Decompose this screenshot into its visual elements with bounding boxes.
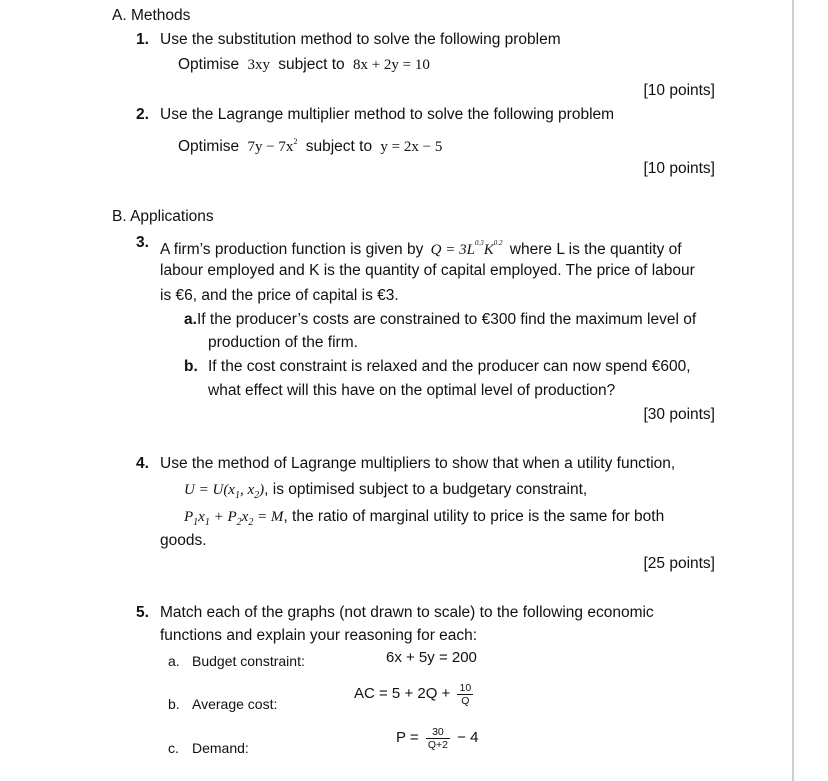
- q4-line1: Use the method of Lagrange multipliers to show that when a utility function,: [160, 455, 676, 472]
- q5c-fraction: $\frac{30}{Q+2}$: [427, 725, 448, 751]
- q2-objective: $7y - 7x^2$: [247, 137, 298, 155]
- q3-line1: A firm’s production function is given by $Q = 3L^{0.3}K^{0.2}$ where L is the quantity of: [160, 239, 682, 258]
- q3-number: 3.: [136, 234, 149, 251]
- q4-line4: goods.: [160, 532, 207, 549]
- q1-points: [10 points]: [643, 82, 715, 99]
- q4-budget-constraint: $P_1x_1 + P_2x_2 = M$: [184, 509, 284, 528]
- q1-optimise-label: Optimise: [178, 56, 240, 73]
- q3b-line2: what effect will this have on the optimal level of production?: [208, 382, 616, 399]
- section-a-heading: A. Methods: [112, 7, 191, 24]
- q1-constraint: 8x + 2y = 10: [352, 57, 430, 73]
- q2-subject-label: subject to: [305, 138, 373, 155]
- q4-line2: $U = U(x_1$, $x_2$), is optimised subject to a budgetary constraint,: [184, 481, 588, 501]
- q2-text: Use the Lagrange multiplier method to solve the following problem: [160, 106, 615, 123]
- q3b-line1: If the cost constraint is relaxed and the producer can now spend €600,: [208, 358, 691, 375]
- q3a-label: a.: [184, 311, 197, 328]
- q3-line3: is €6, and the price of capital is €3.: [160, 287, 399, 304]
- q4-number: 4.: [136, 455, 149, 472]
- q5a-text: Budget constraint:: [192, 653, 305, 669]
- q5-number: 5.: [136, 604, 149, 621]
- q5-line1: Match each of the graphs (not drawn to scale) to the following economic: [160, 604, 654, 621]
- q3b-label: b.: [184, 358, 198, 375]
- q2-optimise-label: Optimise: [178, 138, 240, 155]
- q5c-formula: P = $\frac{30}{Q+2}$ − 4: [396, 725, 479, 751]
- q5c-label: c.: [168, 740, 179, 756]
- page-edge: [792, 0, 794, 781]
- q3-line2: labour employed and K is the quantity of capital employed. The price of labour: [160, 262, 695, 279]
- q1-subject-label: subject to: [278, 56, 345, 73]
- q4-line3: $P_1x_1 + P_2x_2 = M$, the ratio of marginal utility to price is the same for both: [184, 508, 665, 528]
- q5a-label: a.: [168, 653, 180, 669]
- q2-constraint: y = 2x − 5: [380, 139, 443, 155]
- q5c-text: Demand:: [192, 740, 249, 756]
- q1-problem: [178, 55, 430, 75]
- q5b-label: b.: [168, 696, 180, 712]
- q5-line2: functions and explain your reasoning for each:: [160, 627, 478, 644]
- q5b-formula: AC = 5 + 2Q + $\frac{10}{Q}$: [354, 681, 472, 707]
- q5b-fraction: $\frac{10}{Q}$: [459, 681, 472, 707]
- section-b-heading: B. Applications: [112, 208, 214, 225]
- q2-problem: [178, 132, 442, 157]
- q5b-text: Average cost:: [192, 696, 278, 712]
- q1-objective: 3xy: [247, 57, 270, 73]
- q3a-line1: If the producer’s costs are constrained to €300 find the maximum level of: [197, 311, 697, 328]
- q1-number: 1.: [136, 31, 149, 48]
- q3-points: [30 points]: [643, 406, 715, 423]
- q2-points: [10 points]: [643, 160, 715, 177]
- q5a-formula: 6x + 5y = 200: [386, 649, 477, 666]
- q1-text: Use the substitution method to solve the following problem: [160, 31, 561, 48]
- q2-number: 2.: [136, 106, 149, 123]
- q3-production-formula: $Q = 3L^{0.3}K^{0.2}$: [430, 239, 503, 258]
- q3a-line2: production of the firm.: [208, 334, 358, 351]
- q4-utility-function: $U = U(x_1$, $x_2$): [184, 482, 265, 501]
- q4-points: [25 points]: [643, 555, 715, 572]
